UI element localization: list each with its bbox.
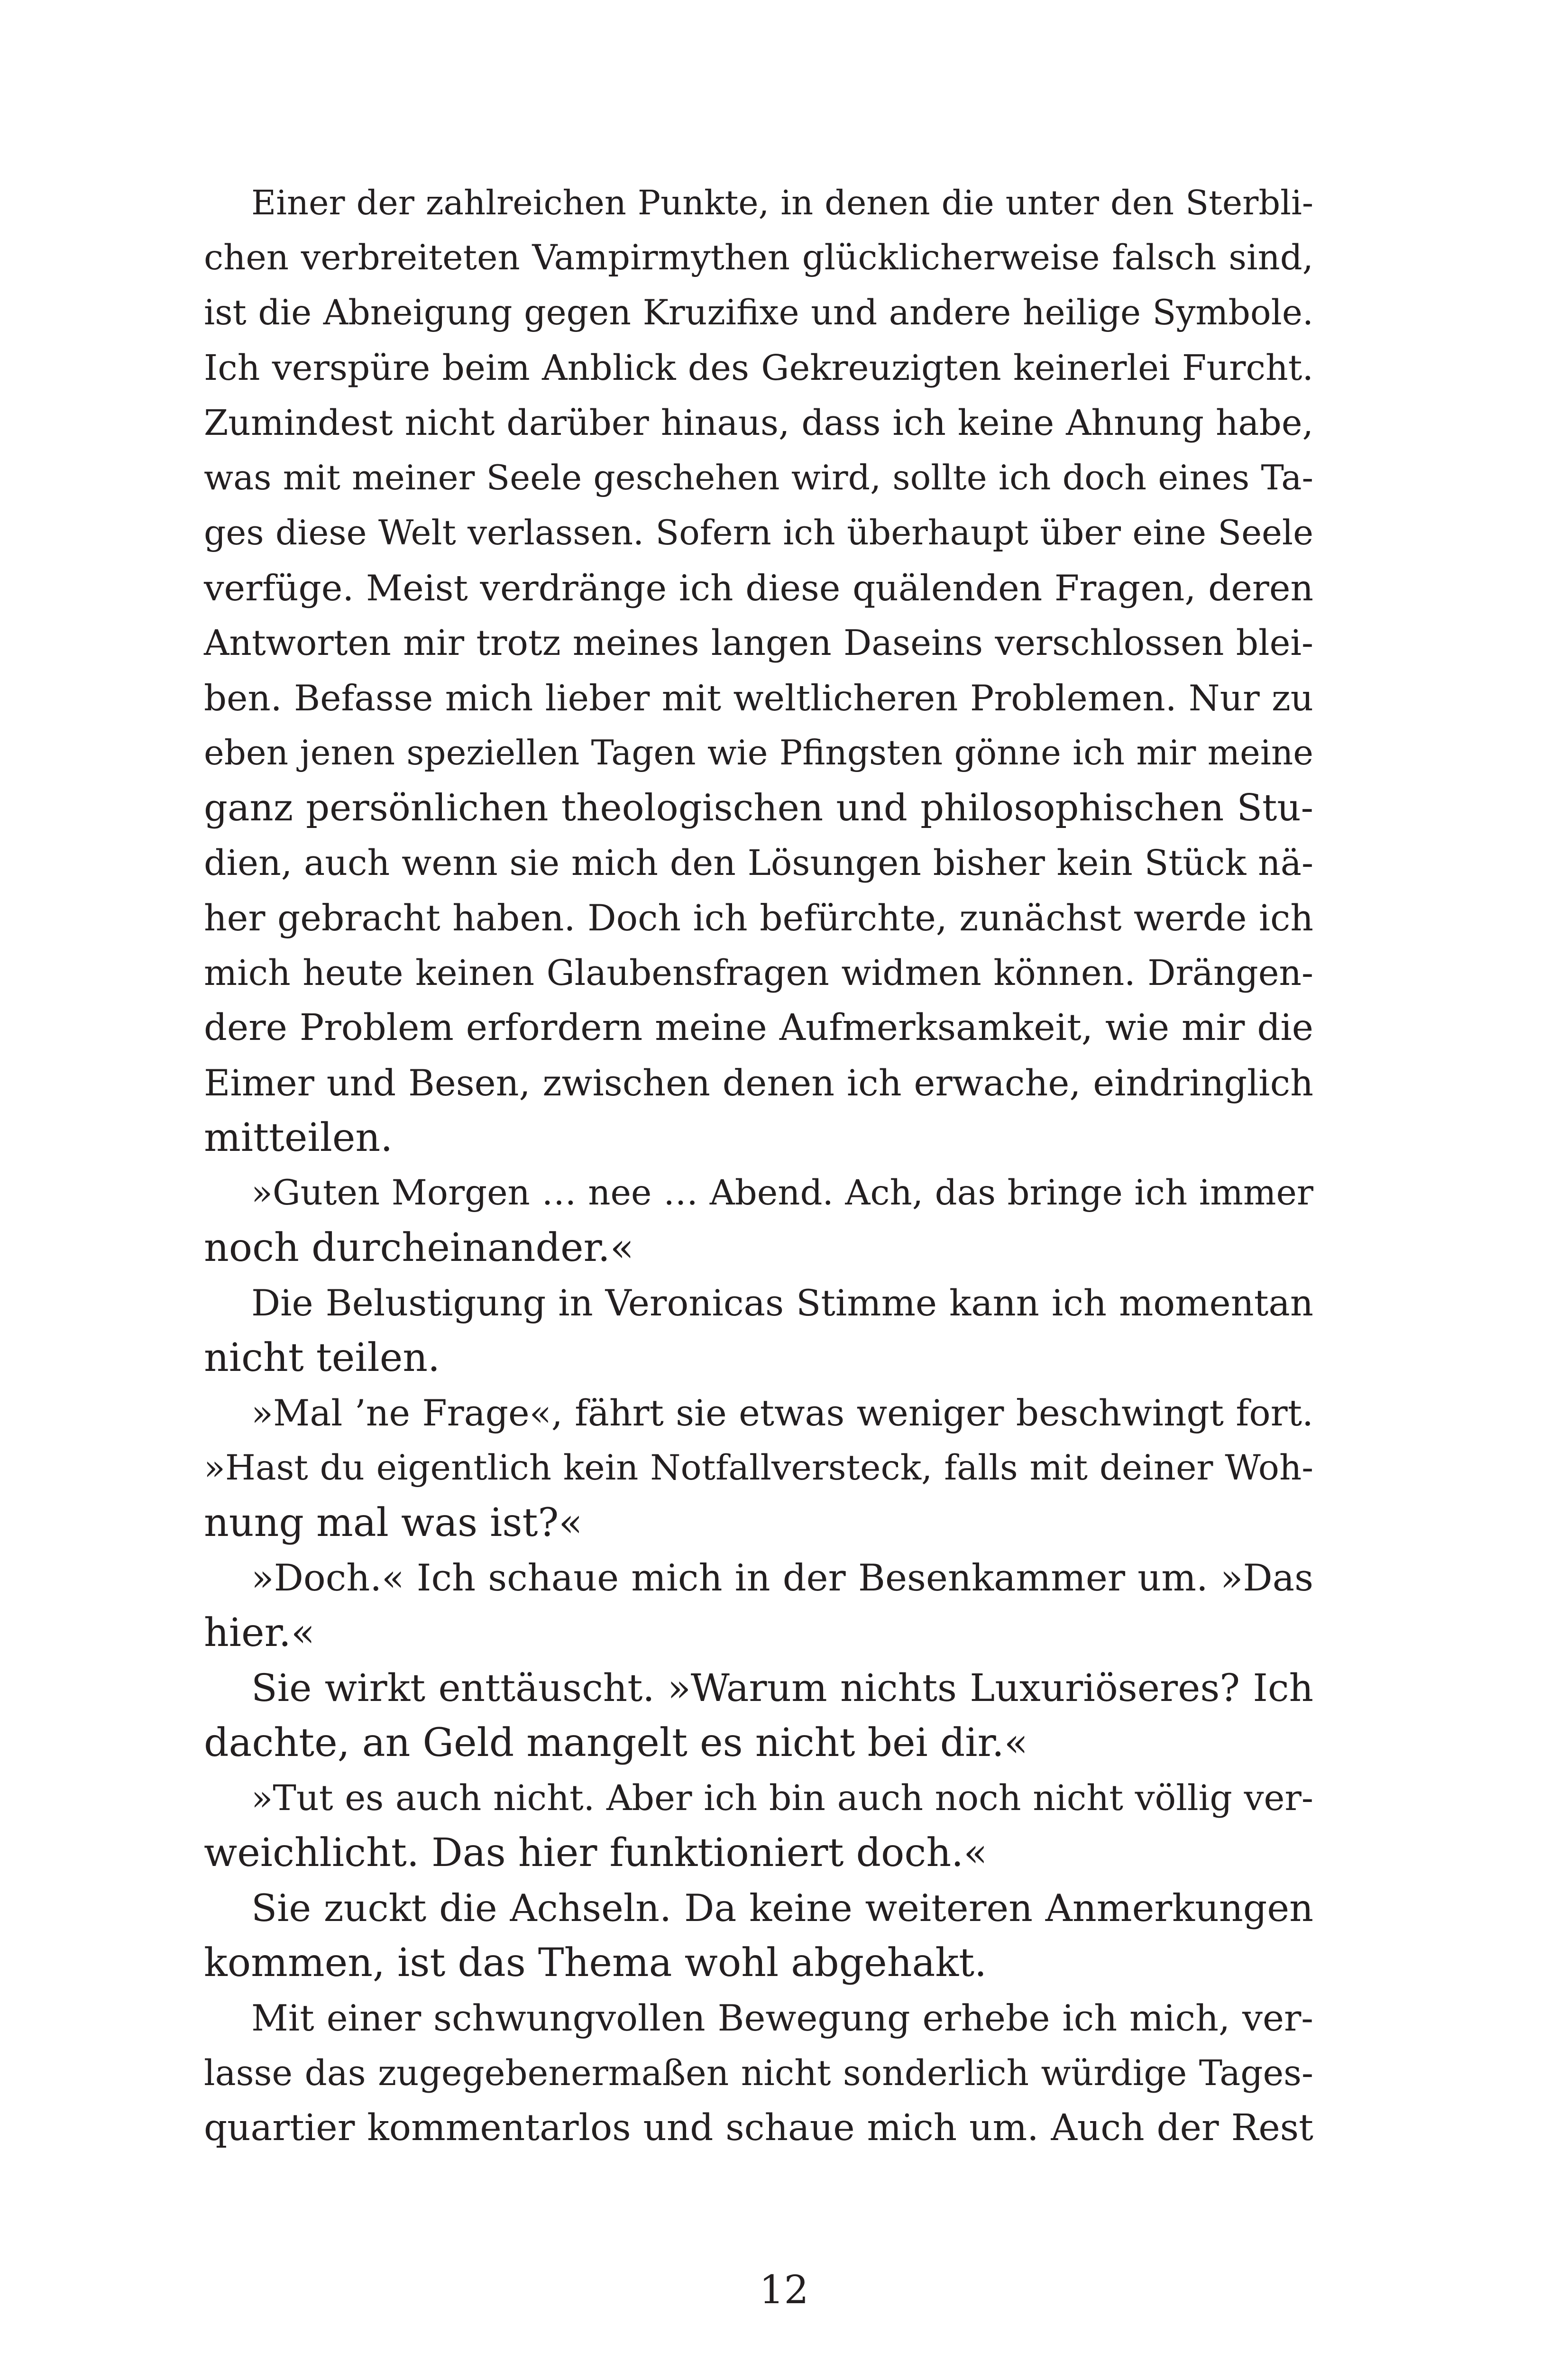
text-line: weichlicht. Das hier funktioniert doch.«	[204, 1830, 988, 1875]
text-line: lasse das zugegebenermaßen nicht sonderlich würdige Tages-	[204, 2053, 1313, 2094]
text-line: Die Belustigung in Veronicas Stimme kann ich momentan	[251, 1282, 1313, 1324]
text-line: Antworten mir trotz meines langen Daseins verschlossen blei-	[204, 623, 1313, 663]
text-line: Ich verspüre beim Anblick des Gekreuzigten keinerlei Furcht.	[204, 348, 1313, 388]
text-line: was mit meiner Seele geschehen wird, sollte ich doch eines Ta-	[204, 458, 1313, 498]
text-line: Sie wirkt enttäuscht. »Warum nichts Luxuriöseres? Ich	[251, 1666, 1313, 1710]
text-line: »Guten Morgen … nee … Abend. Ach, das bringe ich immer	[251, 1173, 1313, 1213]
text-line: her gebracht haben. Doch ich befürchte, zunächst werde ich	[204, 897, 1313, 939]
text-line: Zumindest nicht darüber hinaus, dass ich keine Ahnung habe,	[204, 403, 1313, 443]
text-line: eben jenen speziellen Tagen wie Pfingsten gönne ich mir meine	[204, 733, 1313, 773]
text-line: ges diese Welt verlassen. Sofern ich überhaupt über eine Seele	[204, 513, 1313, 553]
text-line: »Mal ’ne Frage«, fährt sie etwas weniger beschwingt fort.	[251, 1392, 1313, 1434]
text-line: ganz persönlichen theologischen und philosophischen Stu-	[204, 787, 1313, 829]
text-line: nicht teilen.	[204, 1335, 440, 1380]
text-line: mich heute keinen Glaubensfragen widmen können. Drängen-	[204, 953, 1313, 993]
text-line: dachte, an Geld mangelt es nicht bei dir.«	[204, 1720, 1028, 1765]
text-line: Mit einer schwungvollen Bewegung erhebe ich mich, ver-	[251, 1997, 1313, 2039]
text-line: Eimer und Besen, zwischen denen ich erwache, eindringlich	[204, 1062, 1313, 1104]
text-line: hier.«	[204, 1610, 315, 1655]
body-text	[204, 175, 1313, 2156]
text-line: kommen, ist das Thema wohl abgehakt.	[204, 1940, 987, 1985]
text-line: »Doch.« Ich schaue mich in der Besenkammer um. »Das	[251, 1557, 1313, 1599]
text-line: Einer der zahlreichen Punkte, in denen die unter den Sterbli-	[251, 183, 1313, 222]
text-line: ben. Befasse mich lieber mit weltlicheren Problemen. Nur zu	[204, 677, 1313, 719]
text-line: dere Problem erfordern meine Aufmerksamkeit, wie mir die	[204, 1007, 1313, 1049]
text-line: mitteilen.	[204, 1115, 393, 1160]
text-line: »Hast du eigentlich kein Notfallversteck, falls mit deiner Woh-	[204, 1448, 1313, 1488]
text-line: nung mal was ist?«	[204, 1500, 583, 1545]
text-line: dien, auch wenn sie mich den Lösungen bisher kein Stück nä-	[204, 843, 1313, 883]
page-number: 12	[759, 2268, 809, 2313]
text-line: quartier kommentarlos und schaue mich um. Auch der Rest	[204, 2107, 1313, 2149]
text-line: noch durcheinander.«	[204, 1225, 634, 1270]
text-line: Sie zuckt die Achseln. Da keine weiteren Anmerkungen	[251, 1886, 1313, 1930]
text-line: verfüge. Meist verdränge ich diese quälenden Fragen, deren	[204, 567, 1313, 609]
text-line: chen verbreiteten Vampirmythen glücklicherweise falsch sind,	[204, 238, 1313, 278]
text-line: ist die Abneigung gegen Kruzifixe und andere heilige Symbole.	[204, 293, 1313, 333]
text-line: »Tut es auch nicht. Aber ich bin auch noch nicht völlig ver-	[251, 1777, 1313, 1819]
